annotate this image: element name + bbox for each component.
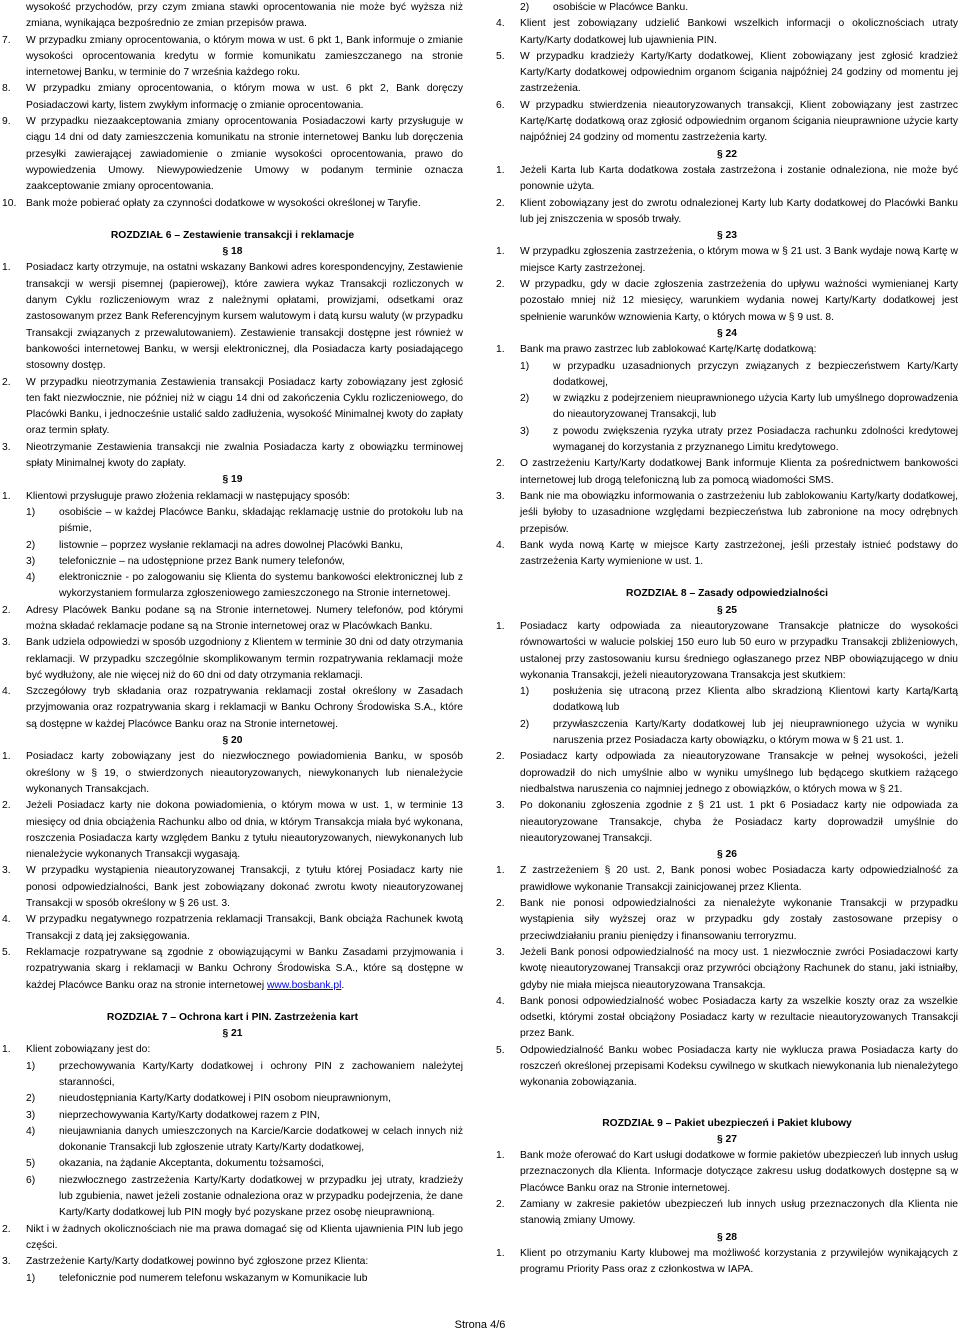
- list-subitem: [2, 1271, 463, 1287]
- item-text: Klient jest zobowiązany udzielić Bankowi wszelkich informacji o okolicznościach utraty Karty/Karty dodatkowej lub ujawnienia PIN.: [520, 18, 958, 46]
- list-subitem: [496, 424, 958, 457]
- paragraph-heading: § 28: [716, 1231, 738, 1243]
- item-number: 1.: [2, 262, 11, 274]
- item-text: Bank udziela odpowiedzi w sposób uzgodniony z Klientem w terminie 30 dni od daty otrzymania reklamacji. W przypadku szczególnie skomplikowanym termin rozpatrywania reklamacji może być wydłużony, ale nie więcej niż do 60 dni od daty otrzymania reklamacji.: [26, 637, 463, 681]
- item-text: Jeżeli Karta lub Karta dodatkowa została zastrzeżona i zostanie odnaleziona, nie może być ponownie użyta.: [520, 164, 958, 193]
- item-text: Klientowi przysługuje prawo złożenia reklamacji w następujący sposób:: [26, 490, 350, 502]
- item-text: niezwłocznego zastrzeżenia Karty/Karty dodatkowej w przypadku jej utraty, kradzieży lub zgubienia, nawet jeżeli zostanie odnaleziona oraz w przypadku podejrzenia, że dane Karty/Karty dodatkowej lub PIN mogły być pozyskane przez osobę nieuprawnioną.: [59, 1174, 463, 1219]
- paragraph-heading: § 18: [222, 246, 243, 258]
- list-subitem: [2, 1156, 463, 1172]
- paragraph-heading: § 26: [716, 849, 738, 861]
- list-item: [496, 277, 958, 326]
- list-item: [496, 1197, 958, 1230]
- list-item: [496, 342, 958, 358]
- item-text: W przypadku zmiany oprocentowania, o którym mowa w ust. 6 pkt 1, Bank informuje o zmianie wysokości oprocentowania kredytu w formie komunikatu zamieszczanego na stronie internetowej Banku, w terminie do 7 września każdego roku.: [26, 34, 463, 79]
- item-number: 2.: [496, 458, 505, 470]
- list-item: [496, 994, 958, 1043]
- list-item: [496, 1148, 958, 1197]
- list-item: [2, 375, 463, 440]
- item-number: 1.: [496, 1150, 505, 1162]
- item-number: 2.: [496, 279, 505, 291]
- list-item: [496, 896, 958, 945]
- list-subitem: [2, 1108, 463, 1124]
- item-number: 10.: [2, 197, 17, 209]
- item-text: Bank nie ponosi odpowiedzialności za nienależyte wykonanie Transakcji w przypadku wystąpienia siły wyższej oraz w przypadku gdy zostały zastosowane przepisy o przeciwdziałaniu praniu pieniędzy i finansowaniu terroryzmu.: [520, 898, 958, 942]
- item-number: 3.: [496, 800, 505, 812]
- item-number: 2.: [496, 1199, 505, 1211]
- item-text: okazania, na żądanie Akceptanta, dokumentu tożsamości,: [59, 1158, 325, 1170]
- paragraph-heading: § 22: [716, 148, 738, 160]
- item-number: 3.: [496, 946, 505, 958]
- item-number: 3.: [2, 1256, 11, 1268]
- item-text: W przypadku niezaakceptowania zmiany oprocentowania Posiadaczowi karty przysługuje w ciągu 14 dni od daty zamieszczenia komunikatu na stronie internetowej Banku lub doręczenia przesyłki zawierającej zawiadomienie o zmianie wysokości oprocentowania, prawo do wypowiedzenia Umowy. Niewypowiedzenie Umowy w podanym terminie oznacza zaakceptowanie zmiany oprocentowania.: [26, 116, 463, 193]
- item-text: nieujawniania danych umieszczonych na Karcie/Karcie dodatkowej w celach innych niż dokonanie Transakcji lub zgłoszenie utraty Karty/Karty dodatkowej,: [59, 1125, 463, 1154]
- item-text: Bank ponosi odpowiedzialność wobec Posiadacza karty za wszelkie koszty oraz za wszelkie odsetki, którymi został obciążony Posiadacz karty w rezultacie nieautoryzowanych Transakcji przez Bank.: [520, 995, 958, 1040]
- bosbank-link[interactable]: www.bosbank.pl: [266, 979, 342, 991]
- item-number: 3.: [2, 865, 11, 877]
- list-item: [496, 244, 958, 277]
- item-number: 1.: [2, 1044, 11, 1056]
- item-number: 2.: [496, 197, 505, 209]
- page-number: Strona 4/6: [454, 1319, 506, 1331]
- list-item: [496, 749, 958, 798]
- list-subitem: [2, 554, 463, 570]
- item-text: Jeżeli Posiadacz karty nie dokona powiadomienia, o którym mowa w ust. 1, w terminie 13 miesięcy od dnia obciążenia Rachunku albo od dnia, w którym Transakcja miała być wykonana, roszczenia Posiadacza karty względem Banku z tytułu nieautoryzowanych, niewykonanych lub nienależycie wykonanych Transakcji wygasają.: [26, 800, 463, 861]
- list-item: [496, 1246, 958, 1279]
- item-text-end: .: [341, 979, 345, 991]
- list-item: [496, 1043, 958, 1092]
- item-number: 1): [26, 1272, 36, 1284]
- item-number: 3): [520, 425, 530, 437]
- chapter-heading: ROZDZIAŁ 8 – Zasady odpowiedzialności: [626, 588, 828, 600]
- item-text: w przypadku uzasadnionych przyczyn związanych z bezpieczeństwem Karty/Karty dodatkowej,: [553, 360, 958, 388]
- paragraph-heading: § 25: [716, 604, 738, 616]
- item-text: nieudostępniania Karty/Karty dodatkowej i PIN osobom nieuprawnionym,: [59, 1093, 391, 1105]
- item-number: 4.: [2, 914, 11, 926]
- item-text: Bank może pobierać opłaty za czynności dodatkowe w wysokości określonej w Taryfie.: [26, 197, 421, 209]
- item-text: przywłaszczenia Karty/Karty dodatkowej lub jej nieuprawnionego użycia w wyniku naruszenia przez Posiadacza karty obowiązku, o którym mowa w § 21 ust. 1.: [553, 718, 958, 747]
- list-subitem: [496, 0, 958, 16]
- item-number: 1): [26, 1060, 36, 1072]
- paragraph-heading: § 21: [222, 1028, 243, 1040]
- item-number: 4.: [2, 686, 11, 698]
- item-number: 5.: [496, 50, 505, 62]
- item-number: 5.: [496, 1044, 505, 1056]
- paragraph-heading: § 19: [222, 474, 243, 486]
- item-text: Posiadacz karty odpowiada za nieautoryzowane Transakcje płatnicze do wysokości równowartości w walucie polskiej 150 euro lub 50 euro w przypadku Transakcji zbliżeniowych, ustalonej przy zastosowaniu kursu średniego ogłaszanego przez NBP obowiązującego w dniu wykonania Transakcji, jeżeli nieautoryzowana Transakcja jest skutkiem:: [520, 620, 958, 681]
- item-number: 2.: [496, 751, 505, 763]
- item-text: Szczegółowy tryb składania oraz rozpatrywania reklamacji został określony w Zasadach przyjmowania oraz rozpatrywania skarg i reklamacji w Banku Ochrony Środowiska S.A., które są dostępne w każdej Placówce Banku oraz na Stronie internetowej.: [26, 686, 463, 730]
- item-number: 1): [520, 686, 530, 698]
- item-number: 1.: [496, 246, 505, 258]
- item-text: Klient zobowiązany jest do:: [26, 1044, 151, 1056]
- item-number: 2.: [2, 604, 11, 616]
- list-item: [2, 196, 463, 212]
- item-number: 2.: [496, 898, 505, 910]
- item-text: Posiadacz karty otrzymuje, na ostatni wskazany Bankowi adres korespondencyjny, Zestawienie transakcji w wersji pisemnej (papierowej), które zawiera wykaz Transakcji rozliczonych w danym Cyklu rozliczeniowym wraz z należnymi opłatami, prowizjami, odsetkami oraz zastosowanym przez Bank Referencyjnym kursem walutowym i datą kursu waluty (w przypadku Transakcji związanych z przewalutowaniem). Zestawienie transakcji dostępne jest również w bankowości internetowej Banku, w wersji elektronicznej, dla Posiadacza karty posiadającego stosowny dostęp.: [26, 262, 463, 372]
- item-number: 1.: [496, 344, 505, 356]
- item-number: 2): [520, 2, 530, 13]
- list-item: [2, 260, 463, 374]
- item-text: przechowywania Karty/Karty dodatkowej i ochrony PIN z zachowaniem należytej staranności,: [59, 1060, 463, 1088]
- paragraph-heading: § 23: [716, 230, 738, 242]
- item-text: Nikt i w żadnych okolicznościach nie ma prawa domagać się od Klienta ujawnienia PIN lub jego części.: [26, 1223, 463, 1251]
- list-subitem: [2, 570, 463, 603]
- list-subitem: [2, 538, 463, 554]
- list-item: [496, 619, 958, 684]
- list-item: [2, 1254, 463, 1270]
- list-item: [2, 1042, 463, 1058]
- item-number: 1): [26, 506, 36, 518]
- item-text: W przypadku kradzieży Karty/Karty dodatkowej, Klient zobowiązany jest zgłosić kradzież Karty/Karty dodatkowej odpowiednim organom ścigania najpóźniej 24 godziny od momentu jej zastrzeżenia.: [520, 50, 958, 95]
- item-text: elektronicznie - po zalogowaniu się Klienta do systemu bankowości elektronicznej lub z wykorzystaniem formularza zgłoszeniowego zamieszczonego na Stronie internetowej.: [59, 572, 463, 600]
- paragraph-heading: § 27: [716, 1133, 738, 1145]
- item-text: W przypadku stwierdzenia nieautoryzowanych transakcji, Klient zobowiązany jest zastrzec Kartę/Kartę dodatkową oraz zgłosić odpowiednim organom ścigania nieuprawnione użycie karty najpóźniej 24 godziny od momentu zastrzeżenia karty.: [520, 99, 958, 144]
- item-number: 1): [520, 360, 530, 372]
- chapter-heading: ROZDZIAŁ 7 – Ochrona kart i PIN. Zastrzeżenia kart: [106, 1011, 359, 1023]
- item-text: posłużenia się utraconą przez Klienta albo skradzioną Klientowi karty Kartą/Kartą dodatkową lub: [553, 686, 958, 714]
- list-subitem: [2, 1091, 463, 1107]
- item-text: listownie – poprzez wysłanie reklamacji na adres dowolnej Placówki Banku,: [59, 539, 403, 551]
- item-text: W przypadku, gdy w dacie zgłoszenia zastrzeżenia do upływu ważności wymienianej Karty pozostało mniej niż 12 miesięcy, warunkiem wydania nowej Karty/Karty dodatkowej jest spełnienie warunków wznowienia Karty, o których mowa w § 9 ust. 8.: [520, 279, 958, 323]
- item-number: 3): [26, 555, 36, 567]
- list-item: [2, 863, 463, 912]
- list-item: [496, 163, 958, 196]
- item-text: Z zastrzeżeniem § 20 ust. 2, Bank ponosi wobec Posiadacza karty odpowiedzialność za prawidłowe wykonanie Transakcji zainicjowanej przez Klienta.: [520, 865, 958, 893]
- item-number: 3.: [2, 637, 11, 649]
- list-subitem: [496, 391, 958, 424]
- list-item: [2, 798, 463, 863]
- item-number: 8.: [2, 83, 11, 95]
- left-column: [2, 0, 463, 1287]
- item-number: 7.: [2, 34, 11, 46]
- item-text: nieprzechowywania Karty/Karty dodatkowej razem z PIN,: [59, 1109, 320, 1121]
- item-number: 1.: [496, 164, 505, 176]
- item-text: W przypadku zgłoszenia zastrzeżenia, o którym mowa w § 21 ust. 3 Bank wydaje nową Kartę w miejsce Karty zastrzeżonej.: [520, 246, 958, 274]
- list-item: [496, 196, 958, 229]
- item-text: osobiście w Placówce Banku.: [553, 2, 689, 13]
- item-text: Posiadacz karty zobowiązany jest do niezwłocznego powiadomienia Banku, w sposób określony w § 19, o stwierdzonych nieautoryzowanych, niewykonanych lub nienależycie wykonanych Transakcjach.: [26, 751, 463, 795]
- item-text: W przypadku nieotrzymania Zestawienia transakcji Posiadacz karty zobowiązany jest zgłosić ten fakt niezwłocznie, nie później niż w ciągu 14 dni od zakończenia Cyklu rozliczeniowego, do Placówki Banku, i jednocześnie ustalić saldo zadłużenia, wysokość Minimalnej kwoty do zapłaty oraz termin spłaty.: [26, 376, 463, 437]
- item-text: Reklamacje rozpatrywane są zgodnie z obowiązującymi w Banku Zasadami przyjmowania i rozpatrywania skarg i reklamacji w Banku Ochrony Środowiska S.A., które są dostępne w każdej Placówce Banku oraz na stronie internetowej: [26, 946, 463, 991]
- item-number: 6): [26, 1174, 36, 1186]
- item-text: Bank wyda nową Kartę w miejsce Karty zastrzeżonej, jeśli przestały istnieć podstawy do zastrzeżenia Karty wymienione w ust. 1.: [520, 539, 958, 568]
- list-item: [2, 603, 463, 636]
- list-item: [496, 863, 958, 896]
- item-text: Klient po otrzymaniu Karty klubowej ma możliwość korzystania z przywilejów wynikających z programu Priority Pass oraz z członkostwa w IAPA.: [520, 1247, 958, 1276]
- list-subitem: [496, 359, 958, 392]
- list-subitem: [496, 684, 958, 717]
- list-item: [2, 635, 463, 684]
- item-number: 2.: [2, 376, 11, 388]
- item-text: telefonicznie pod numerem telefonu wskazanym w Komunikacie lub: [59, 1272, 368, 1284]
- item-number: 3): [26, 1109, 36, 1121]
- item-text: osobiście – w każdej Placówce Banku, składając reklamację ustnie do protokołu lub na piśmie,: [59, 506, 463, 535]
- list-item: [496, 49, 958, 98]
- item-number: 1.: [496, 620, 505, 632]
- item-number: 3.: [2, 441, 11, 453]
- list-item: [2, 912, 463, 945]
- list-item: [496, 456, 958, 489]
- item-text: Adresy Placówek Banku podane są na Stronie internetowej. Numery telefonów, pod którymi można składać reklamacje podane są na Stronie internetowej oraz w Placówkach Banku.: [26, 604, 463, 632]
- item-text: Bank może oferować do Kart usługi dodatkowe w formie pakietów ubezpieczeń lub innych usług przeznaczonych dla Klienta. Informacje dotyczące zakresu usług dodatkowych dostępne są w Placówce Banku oraz na Stronie internetowej.: [520, 1150, 958, 1194]
- list-subitem: [2, 1059, 463, 1092]
- item-number: 2): [520, 718, 530, 730]
- item-text: Jeżeli Bank ponosi odpowiedzialność na mocy ust. 1 niezwłocznie zwróci Posiadaczowi karty kwotę nieautoryzowanej Transakcji oraz przywróci obciążony Rachunek do stanu, jaki istniałby, gdyby nie miała miejsca nieautoryzowana Transakcja.: [520, 946, 958, 991]
- paragraph-heading: § 20: [222, 735, 243, 747]
- item-number: 4): [26, 572, 36, 584]
- item-text: Bank nie ma obowiązku informowania o zastrzeżeniu lub zablokowaniu Karty/karty dodatkowej, jeśli byłoby to uzasadnione względami bezpieczeństwa lub zabronione na mocy odrębnych przepisów.: [520, 490, 958, 535]
- item-text: W przypadku wystąpienia nieautoryzowanej Transakcji, z tytułu której Posiadacz karty nie ponosi odpowiedzialności, Bank jest zobowiązany dokonać zwrotu kwoty nieautoryzowanej Transakcji w sposób określony w § 26 ust. 3.: [26, 865, 463, 910]
- item-number: 3.: [496, 490, 505, 502]
- list-subitem: [2, 1173, 463, 1222]
- list-item: [2, 684, 463, 733]
- list-item: [2, 33, 463, 82]
- item-number: 2): [26, 539, 36, 551]
- list-item: [2, 749, 463, 798]
- list-item: [496, 798, 958, 847]
- item-text: Klient zobowiązany jest do zwrotu odnalezionej Karty lub Karty dodatkowej do Placówki Banku lub jej zniszczenia w sposób trwały.: [520, 197, 958, 225]
- list-item: [496, 945, 958, 994]
- list-item: [2, 1222, 463, 1255]
- list-item: [496, 98, 958, 147]
- item-number: 4.: [496, 18, 505, 30]
- list-subitem: [2, 505, 463, 538]
- list-item: [2, 945, 463, 994]
- chapter-heading: ROZDZIAŁ 9 – Pakiet ubezpieczeń i Pakiet klubowy: [602, 1117, 852, 1129]
- item-number: 1.: [496, 865, 505, 877]
- item-text: z powodu zwiększenia ryzyka utraty przez Posiadacza rachunku zdolności kredytowej wymaganej do korzystania z przyznanego Limitu kredytowego.: [553, 425, 958, 454]
- list-subitem: [2, 1124, 463, 1157]
- list-subitem: [496, 717, 958, 750]
- item-number: 5.: [2, 946, 11, 958]
- item-text: Bank ma prawo zastrzec lub zablokować Kartę/Kartę dodatkową:: [520, 344, 817, 356]
- item-text: O zastrzeżeniu Karty/Karty dodatkowej Bank informuje Klienta za pośrednictwem bankowości internetowej lub drogą telefoniczną lub za pomocą wiadomości SMS.: [520, 458, 958, 486]
- text-continuation: wysokość przychodów, przy czym zmiana stawki oprocentowania nie może być wyższa niż zmiana, wynikająca bezpośrednio ze zmian przepisów prawa.: [26, 2, 463, 30]
- paragraph-heading: § 24: [716, 327, 738, 339]
- list-item: [2, 81, 463, 114]
- chapter-heading: ROZDZIAŁ 6 – Zestawienie transakcji i reklamacje: [110, 229, 355, 241]
- item-number: 4.: [496, 539, 505, 551]
- item-number: 6.: [496, 99, 505, 111]
- item-number: 2.: [2, 800, 11, 812]
- item-text: Odpowiedzialność Banku wobec Posiadacza karty nie wyklucza prawa Posiadacza karty do roszczeń określonej przepisami Kodeksu cywilnego w skutkach niewykonania lub nienależytego wykonania zobowiązania.: [520, 1044, 958, 1089]
- right-column: [496, 0, 958, 1279]
- item-text: telefonicznie – na udostępnione przez Bank numery telefonów,: [59, 555, 345, 567]
- item-number: 2.: [2, 1223, 11, 1235]
- item-text: Zastrzeżenie Karty/Karty dodatkowej powinno być zgłoszone przez Klienta:: [26, 1256, 369, 1268]
- item-number: 1.: [496, 1247, 505, 1259]
- list-item: [496, 538, 958, 571]
- item-text: Zamiany w zakresie pakietów ubezpieczeń lub innych usług przeznaczonych dla Klienta nie stanowią zmiany Umowy.: [520, 1199, 958, 1227]
- item-number: 1.: [2, 490, 11, 502]
- item-text: Po dokonaniu zgłoszenia zgodnie z § 21 ust. 1 pkt 6 Posiadacz karty nie odpowiada za nieautoryzowane Transakcje, chyba że Posiadacz karty doprowadził umyślnie do nieautoryzowanej Transakcji.: [520, 800, 958, 844]
- item-number: 2): [520, 393, 530, 405]
- item-number: 2): [26, 1093, 36, 1105]
- item-number: 5): [26, 1158, 36, 1170]
- list-item: [496, 489, 958, 538]
- item-text: W przypadku zmiany oprocentowania, o którym mowa w ust. 6 pkt 2, Bank doręczy Posiadaczowi karty, listem zwykłym informację o zmianie oprocentowania.: [26, 83, 463, 111]
- list-item: [2, 114, 463, 195]
- item-number: 4.: [496, 995, 505, 1007]
- item-text: w związku z podejrzeniem nieuprawnionego użycia Karty lub umyślnego doprowadzenia do nieautoryzowanej Transakcji, lub: [553, 393, 958, 421]
- item-text: Nieotrzymanie Zestawienia transakcji nie zwalnia Posiadacza karty z obowiązku terminowej spłaty Minimalnej kwoty do zapłaty.: [26, 441, 463, 470]
- item-number: 1.: [2, 751, 11, 763]
- item-number: 4): [26, 1125, 36, 1137]
- list-item: [496, 16, 958, 49]
- item-number: 9.: [2, 116, 11, 128]
- item-text: Posiadacz karty odpowiada za nieautoryzowane Transakcje w pełnej wysokości, jeżeli doprowadził do nich umyślnie albo w wyniku umyślnego lub będącego skutkiem rażącego niedbalstwa naruszenia co najmniej jednego z obowiązków, o których mowa w § 21.: [520, 751, 958, 795]
- list-item: [2, 440, 463, 473]
- list-item: [2, 489, 463, 505]
- item-text: W przypadku negatywnego rozpatrzenia reklamacji Transakcji, Bank obciąża Rachunek kwotą Transakcji z datą jej zaksięgowania.: [26, 914, 463, 942]
